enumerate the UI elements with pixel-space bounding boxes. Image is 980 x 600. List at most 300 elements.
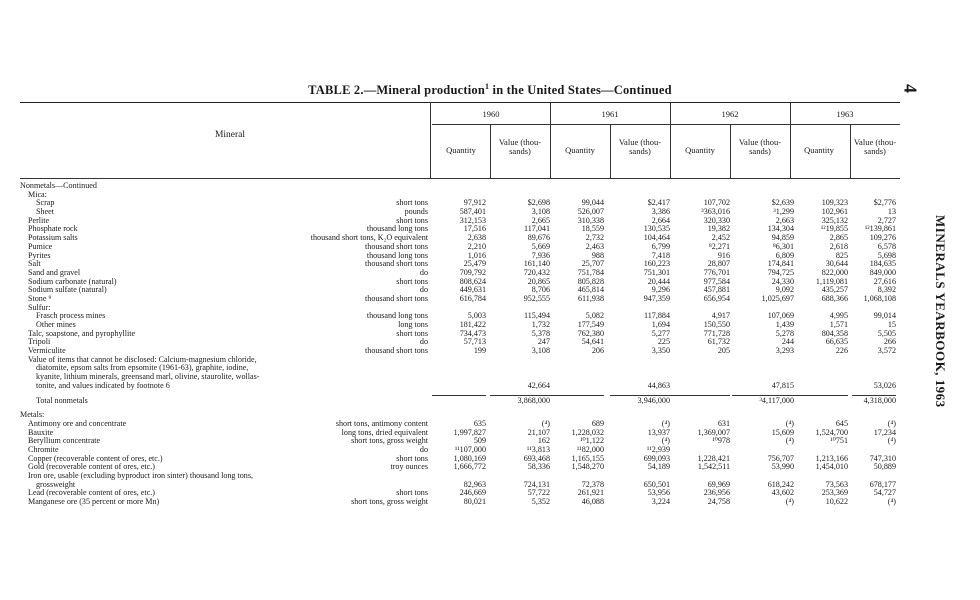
quantity-header: Quantity [685, 145, 715, 155]
value-cell: 13 [887, 207, 896, 217]
year-header-1961: 1961 [601, 109, 619, 119]
value-cell: 134,304 [767, 224, 794, 234]
value-cell: 3,572 [877, 346, 896, 356]
quantity-cell: 1,454,010 [815, 462, 848, 472]
value-cell: 174,841 [767, 259, 794, 269]
value-cell: 50,889 [873, 462, 896, 472]
row-label-text: kyanite, lithium minerals, greensand marl, olivine, staurolite, wollas- [36, 373, 260, 382]
quantity-cell: 1,666,772 [453, 462, 486, 472]
quantity-cell: ¹²19,855 [820, 224, 848, 234]
quantity-cell: 236,956 [703, 488, 730, 498]
row-label [20, 295, 430, 304]
quantity-cell: 1,542,511 [697, 462, 730, 472]
value-cell: 20,865 [527, 276, 550, 286]
total-rule [732, 395, 794, 396]
row-label-text: Gold (recoverable content of ores, etc.) [28, 463, 155, 472]
total-rule [790, 395, 848, 396]
row-label [20, 234, 430, 243]
value-cell: $2,639 [771, 198, 794, 208]
value-cell: 2,663 [775, 215, 794, 225]
value-cell: (⁴) [887, 418, 896, 428]
row-label-text: Potassium salts [28, 234, 78, 243]
quantity-cell: 656,954 [703, 293, 730, 303]
table-row [20, 225, 900, 234]
row-label-text: tonite, and values indicated by footnote 6 [36, 381, 170, 390]
row-unit: long tons [398, 321, 428, 329]
row-label-text: diatomite, epsom salts from epsomite (1961-63), graphite, iodine, [36, 364, 249, 373]
value-cell: 54,189 [647, 462, 670, 472]
row-label [20, 411, 430, 420]
quantity-cell: 17,516 [463, 224, 486, 234]
row-label [20, 312, 430, 321]
value-cell: 5,505 [877, 328, 896, 338]
value-cell: 117,041 [523, 224, 550, 234]
value-cell: $2,698 [527, 198, 550, 208]
quantity-cell: ³363,016 [701, 207, 730, 217]
table-row [20, 373, 900, 382]
value-cell: 5,352 [531, 497, 550, 507]
value-cell: (⁴) [541, 418, 550, 428]
row-label [20, 321, 430, 330]
quantity-cell: 825 [835, 250, 848, 260]
quantity-cell: 97,912 [463, 198, 486, 208]
value-cell: 6,799 [651, 241, 670, 251]
value-cell: (⁴) [661, 436, 670, 446]
header-divider [550, 102, 551, 178]
table-row [20, 295, 900, 304]
quantity-cell: 2,638 [467, 233, 486, 243]
header-bottom-rule [20, 178, 900, 179]
quantity-cell: 509 [473, 436, 486, 446]
quantity-cell: 762,380 [577, 328, 604, 338]
quantity-header: Quantity [804, 145, 834, 155]
header-divider [730, 124, 731, 178]
quantity-cell: 28,807 [707, 259, 730, 269]
quantity-cell: 2,618 [829, 241, 848, 251]
row-label-text: Manganese ore (35 percent or more Mn) [28, 498, 160, 507]
quantity-cell: 616,784 [459, 293, 486, 303]
row-label [20, 364, 430, 373]
quantity-cell: 805,828 [577, 276, 604, 286]
value-cell: 1,025,697 [761, 293, 794, 303]
row-unit: thousand short tons, K₂O equivalent [310, 234, 428, 243]
value-cell: 3,386 [651, 207, 670, 217]
table-row [20, 463, 900, 472]
value-cell: 99,014 [873, 311, 896, 321]
value-cell: 678,177 [869, 479, 896, 489]
row-label-text: Phosphate rock [28, 225, 78, 234]
quantity-header: Quantity [446, 145, 476, 155]
value-cell: 5,669 [531, 241, 550, 251]
header-divider [490, 124, 491, 178]
value-cell: 266 [883, 337, 896, 347]
value-cell: $2,417 [647, 198, 670, 208]
value-cell: 8,706 [531, 285, 550, 295]
row-label [20, 208, 430, 217]
value-cell: 47,815 [771, 380, 794, 390]
value-cell: 720,432 [523, 267, 550, 277]
row-unit: short tons [396, 199, 428, 208]
total-rule [550, 395, 604, 396]
row-label-text: Sand and gravel [28, 268, 81, 277]
value-cell: 247 [537, 337, 550, 347]
value-cell: 7,936 [531, 250, 550, 260]
value-cell: 794,725 [767, 267, 794, 277]
quantity-cell: 435,257 [821, 285, 848, 295]
row-label-text: Talc, soapstone, and pyrophyllite [28, 329, 136, 338]
quantity-cell: 808,624 [459, 276, 486, 286]
quantity-cell: 2,210 [467, 241, 486, 251]
row-label [20, 429, 430, 438]
quantity-cell: 25,479 [463, 259, 486, 269]
value-cell: 57,722 [527, 488, 550, 498]
quantity-cell: 465,814 [577, 285, 604, 295]
quantity-cell: 205 [717, 346, 730, 356]
quantity-cell: 25,707 [581, 259, 604, 269]
row-label-text: Value of items that cannot be disclosed: Calcium-magnesium chloride, [28, 355, 257, 364]
row-label-text: Bauxite [28, 428, 54, 437]
row-label-text: Salt [28, 260, 41, 269]
value-cell: 27,616 [873, 276, 896, 286]
row-unit: do [419, 286, 428, 295]
table-row [20, 234, 900, 243]
quantity-cell: 109,323 [821, 198, 848, 208]
value-cell: 751,301 [643, 267, 670, 277]
row-label-text: Other mines [36, 321, 76, 329]
value-cell: 3,946,000 [637, 395, 670, 405]
quantity-cell: 776,701 [703, 267, 730, 277]
value-cell: 724,131 [523, 479, 550, 489]
row-label [20, 330, 430, 339]
row-label [20, 347, 430, 356]
value-cell: 849,000 [869, 267, 896, 277]
value-cell: 89,676 [527, 233, 550, 243]
quantity-cell: 771,728 [703, 328, 730, 338]
quantity-cell: 734,473 [459, 328, 486, 338]
value-cell: 747,310 [869, 453, 896, 463]
header-divider [670, 102, 671, 178]
row-unit: short tons [396, 489, 428, 498]
value-cell: ¹²139,861 [864, 224, 896, 234]
value-cell: (⁴) [785, 436, 794, 446]
mineral-column-header: Mineral [214, 130, 246, 140]
value-cell: 3,293 [775, 346, 794, 356]
row-label-text: Pyrites [28, 251, 51, 260]
quantity-cell: 2,452 [711, 233, 730, 243]
value-cell: ³4,117,000 [759, 395, 794, 405]
row-unit: thousand short tons [365, 294, 428, 303]
quantity-cell: 312,153 [459, 215, 486, 225]
value-cell: 184,635 [869, 259, 896, 269]
quantity-cell: 102,961 [821, 207, 848, 217]
value-cell: 9,092 [775, 285, 794, 295]
row-unit: long tons, dried equivalent [341, 428, 428, 437]
row-label [20, 252, 430, 261]
total-rule [670, 395, 730, 396]
row-label [20, 286, 430, 295]
table-row [20, 243, 900, 252]
quantity-cell: 1,080,169 [453, 453, 486, 463]
value-cell: 115,494 [523, 311, 550, 321]
value-cell: $2,776 [873, 198, 896, 208]
value-header: Value (thou- sands) [498, 137, 542, 156]
quantity-cell: 804,358 [821, 328, 848, 338]
value-cell: ¹¹3,813 [526, 444, 550, 454]
row-label [20, 373, 430, 382]
row-unit: troy ounces [390, 463, 428, 472]
value-cell: 161,140 [523, 259, 550, 269]
quantity-cell: 709,792 [459, 267, 486, 277]
quantity-cell: 206 [591, 346, 604, 356]
value-cell: 6,578 [877, 241, 896, 251]
row-unit: pounds [404, 208, 428, 217]
quantity-cell: 73,563 [825, 479, 848, 489]
table-title: TABLE 2.—Mineral production$^1$ in the United States—Continued [308, 82, 672, 98]
quantity-cell: 1,016 [467, 250, 486, 260]
quantity-cell: 61,732 [707, 337, 730, 347]
table-body [20, 182, 900, 507]
value-cell: 9,296 [651, 285, 670, 295]
value-cell: 699,093 [643, 453, 670, 463]
row-label-text: Sheet [36, 208, 54, 217]
quantity-cell: 5,003 [467, 311, 486, 321]
table-row [20, 191, 900, 200]
value-cell: 53,990 [771, 462, 794, 472]
row-label-text: Metals: [20, 411, 45, 420]
quantity-cell: ¹⁰978 [712, 436, 730, 446]
value-cell: 104,464 [643, 233, 670, 243]
table-row [20, 347, 900, 356]
value-cell: 2,664 [651, 215, 670, 225]
table-row [20, 364, 900, 373]
quantity-cell: 988 [591, 250, 604, 260]
value-cell: 2,665 [531, 215, 550, 225]
value-cell: 160,223 [643, 259, 670, 269]
value-cell: (⁴) [785, 497, 794, 507]
quantity-header: Quantity [565, 145, 595, 155]
row-label-text: Chromite [28, 445, 59, 454]
row-label [20, 446, 430, 455]
value-cell: 1,439 [775, 320, 794, 329]
value-cell: 650,501 [643, 479, 670, 489]
quantity-cell: 4,995 [829, 311, 848, 321]
row-label-text: Vermiculite [28, 347, 66, 356]
value-cell: 618,242 [767, 479, 794, 489]
row-label [20, 243, 430, 252]
row-label [20, 260, 430, 269]
row-label-text: Sodium carbonate (natural) [28, 277, 117, 286]
quantity-cell: 587,401 [459, 207, 486, 217]
value-cell: 1,068,108 [863, 293, 896, 303]
quantity-cell: 1,213,166 [815, 453, 848, 463]
quantity-cell: 18,559 [581, 224, 604, 234]
row-label [20, 217, 430, 226]
value-cell: (⁴) [785, 418, 794, 428]
row-label-text: Copper (recoverable content of ores, etc.) [28, 454, 163, 463]
table-row [20, 498, 900, 507]
quantity-cell: 1,119,081 [815, 276, 848, 286]
value-cell: 53,956 [647, 488, 670, 498]
quantity-cell: 99,044 [581, 198, 604, 208]
value-cell: 947,359 [643, 293, 670, 303]
quantity-cell: 107,702 [703, 198, 730, 208]
row-label-text: Iron ore, usable (excluding byproduct iron sinter) thousand long tons, [28, 472, 254, 480]
row-unit: short tons [396, 329, 428, 338]
quantity-cell: ¹¹82,000 [576, 444, 604, 454]
quantity-cell: 72,378 [581, 479, 604, 489]
value-cell: 8,392 [877, 285, 896, 295]
quantity-cell: 1,369,007 [697, 427, 730, 437]
row-label-text: Sulfur: [28, 303, 51, 312]
value-cell: (⁴) [887, 497, 896, 507]
quantity-cell: 30,644 [825, 259, 848, 269]
quantity-cell: 325,132 [821, 215, 848, 225]
table-row [20, 356, 900, 365]
quantity-cell: 1,548,270 [571, 462, 604, 472]
value-cell: 13,937 [647, 427, 670, 437]
row-unit: short tons, gross weight [351, 437, 428, 446]
value-cell: 244 [781, 337, 794, 347]
row-label [20, 278, 430, 287]
value-cell: ¹¹2,939 [646, 444, 670, 454]
value-cell: 756,707 [767, 453, 794, 463]
value-cell: (⁴) [661, 418, 670, 428]
value-cell: 6,809 [775, 250, 794, 260]
quantity-cell: 1,228,421 [697, 453, 730, 463]
value-cell: 130,535 [643, 224, 670, 234]
row-label [20, 463, 430, 472]
quantity-cell: ⁸2,271 [708, 241, 730, 251]
row-unit: thousand long tons [366, 225, 428, 234]
value-cell: 5,277 [651, 328, 670, 338]
row-label [20, 455, 430, 464]
value-cell: 5,278 [775, 328, 794, 338]
quantity-cell: 177,549 [577, 320, 604, 329]
row-label [20, 472, 430, 481]
row-unit: short tons, antimony content [335, 419, 428, 428]
value-cell: 162 [537, 436, 550, 446]
row-unit: short tons [396, 216, 428, 225]
quantity-cell: 645 [835, 418, 848, 428]
total-rule [852, 395, 896, 396]
quantity-cell: 54,641 [581, 337, 604, 347]
row-label [20, 397, 430, 406]
quantity-cell: 2,732 [585, 233, 604, 243]
row-label [20, 481, 430, 490]
value-cell: 5,698 [877, 250, 896, 260]
year-rule [432, 124, 900, 125]
value-cell: 21,107 [527, 427, 550, 437]
row-label-text: Perlite [28, 216, 50, 225]
quantity-cell: 916 [717, 250, 730, 260]
row-label [20, 199, 430, 208]
year-header-1960: 1960 [482, 109, 500, 119]
value-cell: 54,727 [873, 488, 896, 498]
quantity-cell: 69,969 [707, 479, 730, 489]
row-unit: do [419, 338, 428, 347]
value-cell: 24,330 [771, 276, 794, 286]
quantity-cell: 226 [835, 346, 848, 356]
row-unit: short tons [396, 454, 428, 463]
quantity-cell: 635 [473, 418, 486, 428]
header-divider [790, 102, 791, 178]
quantity-cell: 66,635 [825, 337, 848, 347]
year-header-1963: 1963 [836, 109, 854, 119]
row-unit: do [419, 268, 428, 277]
quantity-cell: 150,550 [703, 320, 730, 329]
value-cell: 3,108 [531, 346, 550, 356]
row-label [20, 225, 430, 234]
quantity-cell: 82,963 [463, 479, 486, 489]
row-unit: short tons, gross weight [351, 498, 428, 507]
row-label [20, 191, 430, 200]
row-label-text: Total nonmetals [36, 396, 88, 405]
value-cell: 1,732 [531, 320, 550, 329]
row-label-text: Stone ⁹ [28, 294, 52, 303]
value-cell: 20,444 [647, 276, 670, 286]
table-row [20, 182, 900, 191]
row-label-text: Scrap [36, 199, 55, 208]
quantity-cell: 1,228,032 [571, 427, 604, 437]
quantity-cell: ¹⁰1,122 [580, 436, 604, 446]
quantity-cell: 320,330 [703, 215, 730, 225]
row-label-text: Mica: [28, 190, 47, 199]
value-cell: 15 [887, 320, 896, 329]
table-top-rule [20, 102, 900, 103]
row-label [20, 356, 430, 365]
quantity-cell: 1,165,155 [571, 453, 604, 463]
value-cell: 952,555 [523, 293, 550, 303]
row-unit: thousand long tons [366, 312, 428, 321]
quantity-cell: 1,997,827 [453, 427, 486, 437]
value-cell: 44,863 [647, 380, 670, 390]
row-unit: short tons [396, 277, 428, 286]
quantity-cell: 688,366 [821, 293, 848, 303]
value-header: Value (thou- sands) [738, 137, 782, 156]
header-divider [430, 102, 431, 178]
total-rule [610, 395, 670, 396]
value-cell: 7,418 [651, 250, 670, 260]
row-label [20, 182, 430, 191]
quantity-cell: 689 [591, 418, 604, 428]
value-cell: 53,026 [873, 380, 896, 390]
quantity-cell: 5,082 [585, 311, 604, 321]
page-number: 4 [900, 84, 921, 93]
value-cell: 225 [657, 337, 670, 347]
quantity-cell: 80,021 [463, 497, 486, 507]
table-row [20, 397, 900, 406]
value-cell: 117,884 [643, 311, 670, 321]
row-unit: thousand short tons [365, 347, 428, 356]
value-cell: 3,868,000 [517, 395, 550, 405]
value-cell: 43,602 [771, 488, 794, 498]
row-label-text: grossweight [36, 480, 76, 489]
quantity-cell: 46,088 [581, 497, 604, 507]
quantity-cell: 977,584 [703, 276, 730, 286]
quantity-cell: 449,631 [459, 285, 486, 295]
value-header: Value (thou- sands) [853, 137, 897, 156]
quantity-cell: 10,622 [825, 497, 848, 507]
value-cell: 15,609 [771, 427, 794, 437]
total-rule [432, 395, 486, 396]
value-cell: 4,318,000 [863, 395, 896, 405]
value-cell: 2,727 [877, 215, 896, 225]
total-rule [490, 395, 550, 396]
table-row [20, 429, 900, 438]
quantity-cell: 822,000 [821, 267, 848, 277]
row-label [20, 489, 430, 498]
row-label-text: Pumice [28, 242, 53, 251]
